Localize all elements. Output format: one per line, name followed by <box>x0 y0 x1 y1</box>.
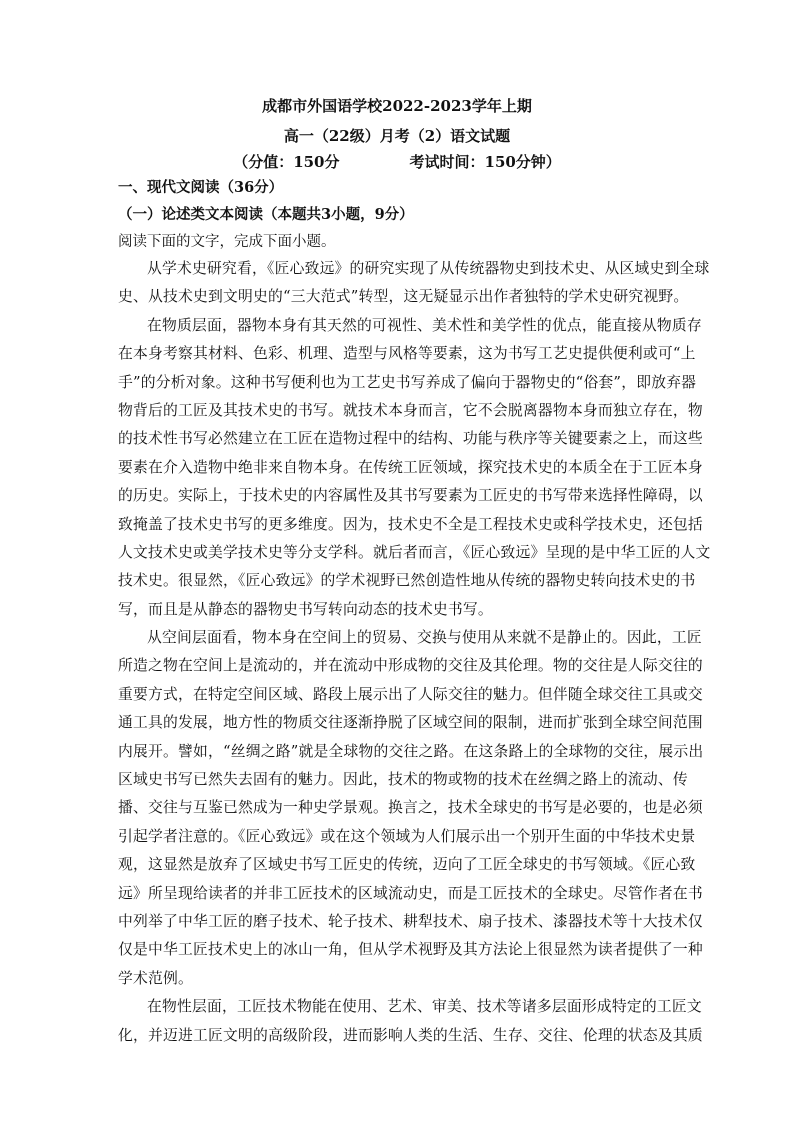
reading-passage <box>118 255 711 1050</box>
passage-line: 的技术性书写必然建立在工匠在造物过程中的结构、功能与秩序等关键要素之上，而这些 <box>118 430 703 448</box>
passage-line: 致掩盖了技术史书写的更多维度。因为，技术史不全是工程技术史或科学技术史，还包括 <box>118 515 703 533</box>
time-info: 考试时间：150分钟） <box>409 153 561 171</box>
passage-line: 技术史。很显然，《匠心致远》的学术视野已然创造性地从传统的器物史转向技术史的书 <box>118 572 696 590</box>
passage-line: 史、从技术史到文明史的“三大范式”转型，这无疑显示出作者独特的学术史研究视野。 <box>118 288 689 306</box>
passage-line: 远》所呈现给读者的并非工匠技术的区域流动史，而是工匠技术的全球史。尽管作者在书 <box>118 884 703 902</box>
school-title: 成都市外国语学校2022-2023学年上期 <box>262 97 532 115</box>
passage-line: 在本身考察其材料、色彩、机理、造型与风格等要素，这为书写工艺史提供便利或可“上 <box>118 345 696 363</box>
passage-line: 化，并迈进工匠文明的高级阶段，进而影响人类的生活、生存、交往、伦理的状态及其质 <box>118 1026 703 1044</box>
passage-line: 从空间层面看，物本身在空间上的贸易、交换与使用从来就不是静止的。因此，工匠 <box>147 629 702 647</box>
passage-line: 内展开。譬如，“丝绸之路”就是全球物的交往之路。在这条路上的全球物的交往，展示出 <box>118 742 704 760</box>
passage-line: 的历史。实际上，于技术史的内容属性及其书写要素为工匠史的书写带来选择性障碍，以 <box>118 487 703 505</box>
passage-line: 要素在介入造物中绝非来自物本身。在传统工匠领域，探究技术史的本质全在于工匠本身 <box>118 458 703 476</box>
passage-line: 引起学者注意的。《匠心致远》或在这个领域为人们展示出一个别开生面的中华技术史景 <box>118 827 696 845</box>
instruction-text: 阅读下面的文字，完成下面小题。 <box>118 234 336 250</box>
score-time-info <box>0 152 794 172</box>
passage-line: 重要方式，在特定空间区域、路段上展示出了人际交往的魅力。但伴随全球交往工具或交 <box>118 685 703 703</box>
passage-line: 区域史书写已然失去固有的魅力。因此，技术的物或物的技术在丝绸之路上的流动、传 <box>118 771 688 789</box>
passage-line: 中列举了中华工匠的磨子技术、轮子技术、耕犁技术、扇子技术、漆器技术等十大技术仅 <box>118 912 703 930</box>
passage-line: 仅是中华工匠技术史上的冰山一角，但从学术视野及其方法论上很显然为读者提供了一种 <box>118 941 703 959</box>
score-info: （分值：150分 <box>233 153 340 171</box>
passage-line: 从学术史研究看，《匠心致远》的研究实现了从传统器物史到技术史、从区域史到全球 <box>147 260 710 277</box>
passage-line: 在物质层面，器物本身有其天然的可视性、美术性和美学性的优点，能直接从物质存 <box>147 316 702 334</box>
exam-title: 高一（22级）月考（2）语文试题 <box>283 127 511 145</box>
subsection-heading: （一）论述类文本阅读（本题共3小题，9分） <box>118 206 414 223</box>
passage-line: 所造之物在空间上是流动的，并在流动中形成物的交往及其伦理。物的交往是人际交往的 <box>118 657 703 675</box>
passage-line: 写，而且是从静态的器物史书写转向动态的技术史书写。 <box>118 600 493 618</box>
passage-line: 在物性层面，工匠技术物能在使用、艺术、审美、技术等诸多层面形成特定的工匠文 <box>147 998 702 1016</box>
section-heading: 一、现代文阅读（36分） <box>118 179 284 196</box>
passage-line: 播、交往与互鉴已然成为一种史学景观。换言之，技术全球史的书写是必要的，也是必须 <box>118 799 703 817</box>
passage-line: 学术范例。 <box>118 969 193 987</box>
passage-line: 观，这显然是放弃了区域史书写工匠史的传统，迈向了工匠全球史的书写领域。《匠心致 <box>118 856 696 874</box>
passage-line: 物背后的工匠及其技术史的书写。就技术本身而言，它不会脱离器物本身而独立存在，物 <box>118 401 703 419</box>
passage-line: 通工具的发展，地方性的物质交往逐渐挣脱了区域空间的限制，进而扩张到全球空间范围 <box>118 714 703 732</box>
passage-line: 人文技术史或美学技术史等分支学科。就后者而言，《匠心致远》呈现的是中华工匠的人文 <box>118 543 711 561</box>
passage-line: 手”的分析对象。这种书写便利也为工艺史书写养成了偏向于器物史的“俗套”，即放弃器 <box>118 373 697 391</box>
